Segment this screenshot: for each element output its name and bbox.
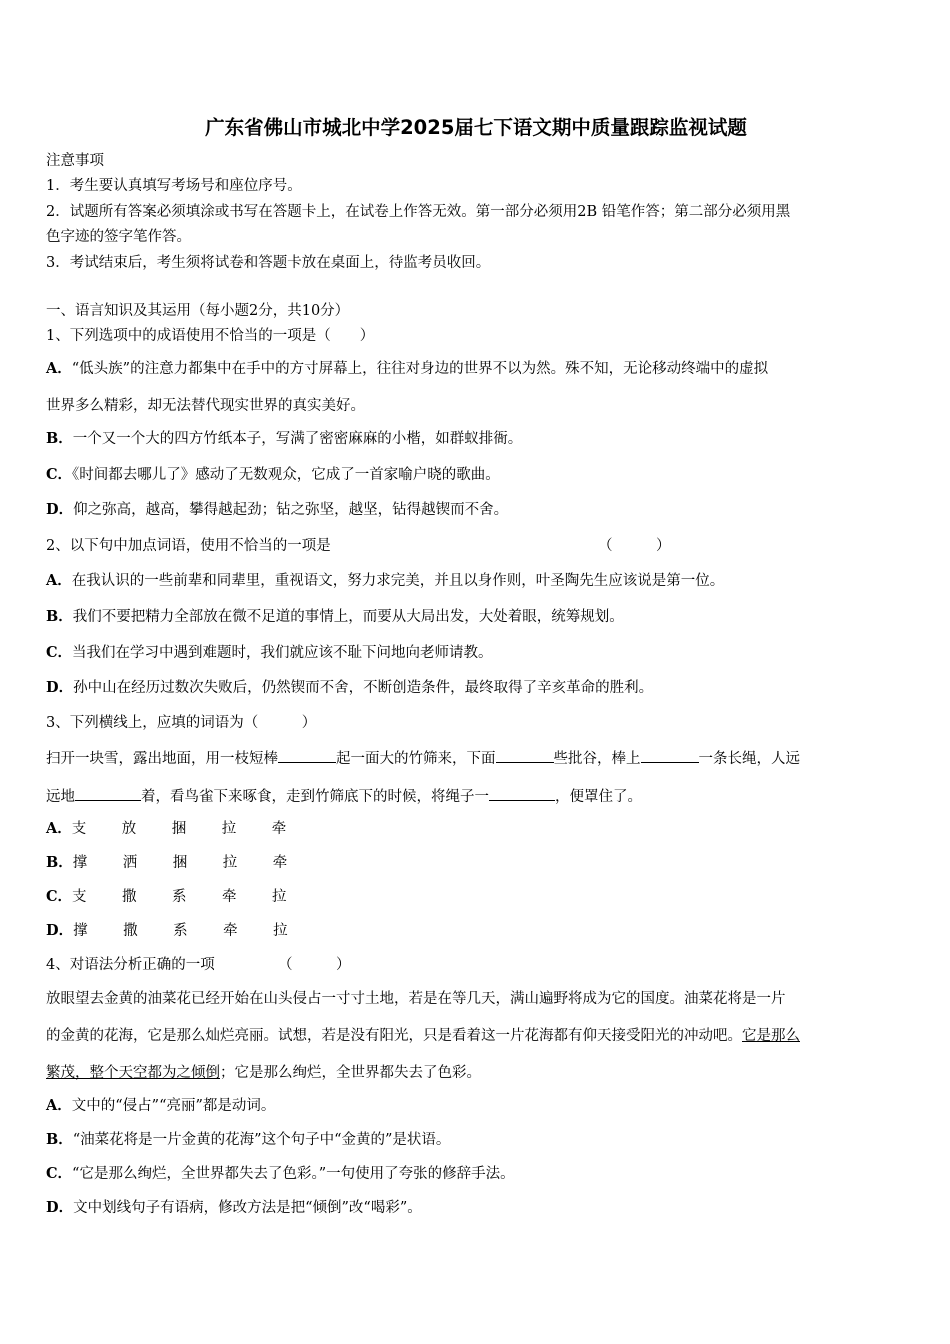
fill-blank	[278, 748, 336, 763]
option-text: 在我认识的一些前辈和同辈里，重视语文，努力求完美，并且以身作则，叶圣陶先生应该说是第一位。	[71, 573, 725, 589]
question-2-paren: （ ）	[598, 538, 671, 554]
option-label: A．	[46, 572, 72, 589]
option-word: 撑	[72, 855, 88, 871]
q3-passage-line-1	[46, 748, 800, 769]
notice-item-2-cont: 色字迹的签字笔作答。	[46, 229, 191, 245]
option-label: B．	[46, 608, 73, 625]
passage-text: 扫开一块雪，露出地面，用一枝短棒	[46, 751, 278, 767]
option-label: D．	[46, 501, 74, 518]
q1-option-a	[46, 359, 768, 379]
q4-passage-line-1: 放眼望去金黄的油菜花已经开始在山头侵占一寸寸土地，若是在等几天，满山遍野将成为它的国度。油菜花将是一片	[46, 991, 786, 1007]
option-word: 放	[121, 821, 137, 837]
option-word: 拉	[222, 855, 238, 871]
q1-option-d	[46, 500, 508, 520]
q4-passage-line-2	[46, 1026, 800, 1046]
option-label: D．	[46, 1199, 74, 1216]
q3-option-d	[46, 921, 323, 941]
q2-option-c	[46, 643, 493, 663]
q4-option-d	[46, 1198, 422, 1218]
q3-option-b	[46, 853, 323, 873]
option-label: C．	[46, 888, 73, 905]
question-1-stem: 1、下列选项中的成语使用不恰当的一项是（ ）	[46, 328, 375, 344]
q3-option-a	[46, 819, 322, 839]
fill-blank	[489, 786, 555, 801]
option-text: 《时间都去哪儿了》感动了无数观众，它成了一首家喻户晓的歌曲。	[72, 467, 500, 483]
q1-option-b	[46, 429, 522, 449]
option-label: D．	[46, 922, 74, 939]
q3-passage-line-2	[46, 786, 642, 807]
notice-item-2: 2．试题所有答案必须填涂或书写在答题卡上，在试卷上作答无效。第一部分必须用2B 铅笔作答；第二部分必须用黑	[46, 204, 791, 220]
option-text: “油菜花将是一片金黄的花海”这个句子中“金黄的”是状语。	[72, 1132, 451, 1148]
fill-blank	[496, 748, 554, 763]
option-word: 洒	[122, 855, 138, 871]
passage-text: 些批谷，棒上	[553, 751, 641, 767]
passage-text: 远地	[46, 789, 75, 805]
notice-item-3: 3．考试结束后，考生须将试卷和答题卡放在桌面上，待监考员收回。	[46, 255, 491, 271]
q4-option-c	[46, 1164, 515, 1184]
option-text: 仰之弥高，越高，攀得越起劲；钻之弥坚，越坚，钻得越锲而不舍。	[73, 502, 509, 518]
page-title: 广东省佛山市城北中学2025届七下语文期中质量跟踪监视试题	[205, 116, 747, 139]
option-label: C．	[46, 644, 73, 661]
notice-item-1: 1．考生要认真填写考场号和座位序号。	[46, 178, 302, 194]
section-heading: 一、语言知识及其运用（每小题2分，共10分）	[46, 303, 350, 319]
fill-blank	[641, 748, 699, 763]
question-4-paren: （ ）	[278, 957, 351, 973]
option-label: A．	[46, 360, 72, 377]
option-label: A．	[46, 1097, 72, 1114]
option-label: B．	[46, 430, 73, 447]
question-4-stem: 4、对语法分析正确的一项	[46, 957, 215, 973]
option-word: 系	[173, 923, 188, 939]
option-word: 撑	[73, 923, 88, 939]
option-text: 文中的“侵占”“亮丽”都是动词。	[71, 1098, 276, 1114]
option-word: 支	[71, 821, 87, 837]
passage-text: 起一面大的竹筛来，下面	[336, 751, 496, 767]
option-label: C．	[46, 1165, 73, 1182]
option-word: 捆	[172, 855, 188, 871]
option-text: 我们不要把精力全部放在微不足道的事情上，而要从大局出发，大处着眼，统筹规划。	[72, 609, 624, 625]
question-2-stem: 2、以下句中加点词语，使用不恰当的一项是	[46, 538, 331, 554]
q2-option-a	[46, 571, 724, 591]
option-word: 牵	[223, 923, 238, 939]
option-word: 拉	[273, 923, 288, 939]
option-text: 当我们在学习中遇到难题时，我们就应该不耻下问地向老师请教。	[72, 645, 493, 661]
option-label: A．	[46, 820, 72, 837]
option-label: B．	[46, 1131, 73, 1148]
option-word: 系	[172, 889, 187, 905]
underlined-sentence: 繁茂，整个天空都为之倾倒	[46, 1065, 220, 1081]
option-word: 撒	[122, 889, 137, 905]
option-word: 拉	[221, 821, 237, 837]
passage-text: 的金黄的花海，它是那么灿烂亮丽。试想，若是没有阳光，只是看着这一片花海都有仰天接受阳光的冲动吧。	[46, 1028, 742, 1044]
q4-option-a	[46, 1096, 275, 1116]
option-text: “低头族”的注意力都集中在手中的方寸屏幕上，往往对身边的世界不以为然。殊不知，无论移动终端中的虚拟	[71, 361, 769, 377]
fill-blank	[75, 786, 141, 801]
q4-option-b	[46, 1130, 450, 1150]
passage-text: 一条长绳，人远	[698, 751, 800, 767]
passage-text: 着，看鸟雀下来啄食，走到竹筛底下的时候，将绳子一	[141, 789, 489, 805]
option-word: 捆	[171, 821, 187, 837]
option-word: 牵	[272, 855, 288, 871]
option-text: 文中划线句子有语病，修改方法是把“倾倒”改“喝彩”。	[73, 1200, 422, 1216]
q1-option-a-cont: 世界多么精彩，却无法替代现实世界的真实美好。	[46, 398, 365, 414]
underlined-sentence: 它是那么	[742, 1028, 800, 1044]
option-label: D．	[46, 679, 74, 696]
q4-passage-line-3	[46, 1063, 481, 1083]
q2-option-d	[46, 678, 653, 698]
option-label: C．	[46, 466, 73, 483]
option-label: B．	[46, 854, 73, 871]
q1-option-c	[46, 465, 500, 485]
q2-option-b	[46, 607, 624, 627]
option-text: “它是那么绚烂，全世界都失去了色彩。”一句使用了夸张的修辞手法。	[72, 1166, 515, 1182]
q3-option-c	[46, 887, 322, 907]
option-word: 牵	[222, 889, 237, 905]
option-word: 撒	[123, 923, 138, 939]
passage-text: ；它是那么绚烂，全世界都失去了色彩。	[220, 1065, 481, 1081]
option-text: 孙中山在经历过数次失败后，仍然锲而不舍，不断创造条件，最终取得了辛亥革命的胜利。	[73, 680, 654, 696]
question-3-stem: 3、下列横线上，应填的词语为（ ）	[46, 715, 317, 731]
option-text: 一个又一个大的四方竹纸本子，写满了密密麻麻的小楷，如群蚁排衙。	[72, 431, 523, 447]
option-word: 牵	[271, 821, 287, 837]
passage-text: ，便罩住了。	[555, 789, 642, 805]
option-word: 支	[72, 889, 87, 905]
option-word: 拉	[272, 889, 287, 905]
notice-heading: 注意事项	[46, 153, 104, 169]
